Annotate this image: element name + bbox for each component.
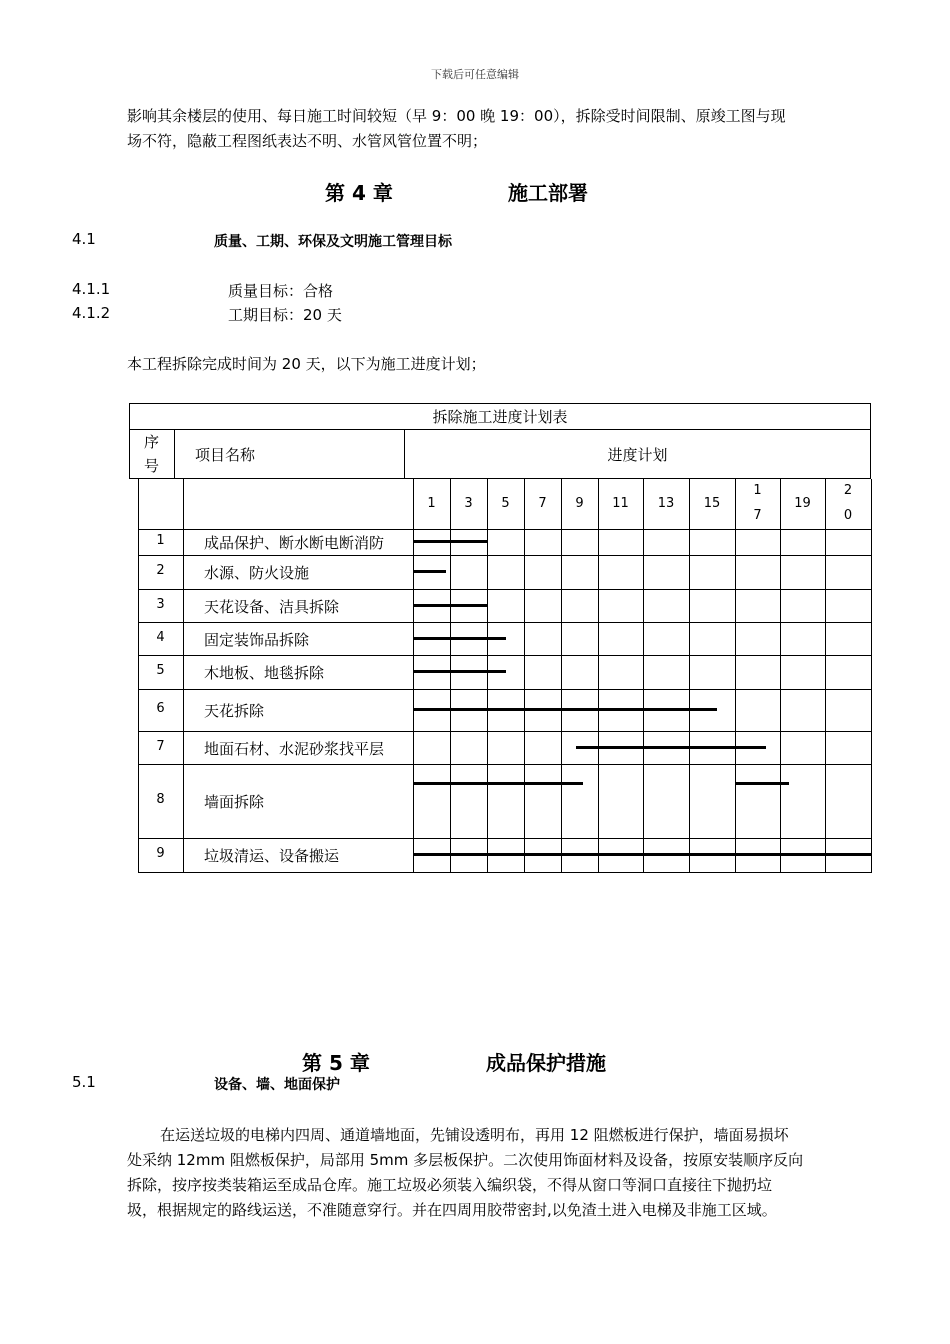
body-line-3: 拆除，按序按类装箱运至成品仓库。施工垃圾必须装入编织袋，不得从窗口等洞口直接往下抛扔垃 [127, 1176, 773, 1194]
item-name-header: 项目名称 [195, 446, 256, 464]
grid-line [561, 479, 562, 873]
task-name: 地面石材、水泥砂浆找平层 [204, 739, 385, 758]
row-number: 5 [156, 663, 165, 678]
grid-line [138, 589, 872, 590]
row-number: 1 [156, 533, 165, 548]
grid-line [138, 622, 872, 623]
seq-header-1: 序 [143, 433, 159, 451]
grid-line [871, 479, 872, 873]
schedule-bar [413, 708, 717, 711]
grid-line [138, 689, 872, 690]
task-name: 天花设备、洁具拆除 [204, 597, 340, 616]
day-label: 5 [501, 496, 510, 511]
grid-line [138, 838, 872, 839]
schedule-intro: 本工程拆除完成时间为 20 天，以下为施工进度计划； [127, 355, 486, 373]
row-number: 2 [156, 563, 165, 578]
grid-line [598, 479, 599, 873]
task-name: 垃圾清运、设备搬运 [204, 847, 340, 865]
task-name: 木地板、地毯拆除 [204, 664, 325, 682]
grid-line [689, 479, 690, 873]
chapter-4-title: 施工部署 [508, 181, 588, 205]
intro-line-1: 影响其余楼层的使用、每日施工时间较短（早 9：00 晚 19：00），拆除受时间限制、原竣工图与现 [127, 107, 786, 125]
schedule-bar [413, 570, 446, 573]
schedule-bar [413, 540, 487, 543]
day-label: 15 [703, 496, 721, 511]
grid-line [138, 555, 872, 556]
progress-plan-header: 进度计划 [607, 446, 668, 464]
day-label: 3 [464, 496, 473, 511]
day-label: 7 [538, 496, 547, 511]
task-name: 天花拆除 [204, 702, 265, 720]
section-5-1-number: 5.1 [72, 1073, 96, 1091]
grid-line [138, 731, 872, 732]
day-label: 7 [753, 508, 762, 523]
duration-target: 工期目标：20 天 [228, 306, 342, 324]
schedule-bar [413, 853, 871, 856]
row-number: 9 [156, 846, 165, 861]
grid-line [138, 872, 872, 873]
section-4-1-number: 4.1 [72, 230, 96, 248]
grid-line [138, 655, 872, 656]
schedule-bar [413, 782, 583, 785]
section-4-1-2-number: 4.1.2 [72, 304, 111, 322]
day-label: 0 [843, 508, 853, 523]
intro-line-2: 场不符，隐蔽工程图纸表达不明、水管风管位置不明； [127, 132, 488, 150]
grid-line [643, 479, 644, 873]
task-name: 成品保护、断水断电断消防 [204, 534, 385, 552]
day-label: 13 [657, 496, 675, 511]
chapter-5-title: 成品保护措施 [486, 1051, 606, 1075]
section-4-1-1-number: 4.1.1 [72, 280, 111, 298]
chapter-5-number: 第 5 章 [302, 1051, 370, 1075]
grid-line [183, 479, 184, 873]
task-name: 墙面拆除 [204, 793, 265, 811]
grid-line [450, 479, 451, 873]
body-line-4: 圾，根据规定的路线运送，不准随意穿行。并在四周用胶带密封,以免渣土进入电梯及非施工区域。 [127, 1201, 777, 1219]
grid-line [524, 479, 525, 873]
body-line-1: 在运送垃圾的电梯内四周、通道墙地面，先铺设透明布，再用 12 阻燃板进行保护，墙面易损坏 [160, 1126, 789, 1144]
grid-line [138, 529, 872, 530]
day-label: 19 [794, 496, 811, 511]
row-number: 7 [156, 738, 165, 754]
section-5-1-title: 设备、墙、地面保护 [214, 1077, 340, 1093]
row-number: 4 [156, 629, 165, 645]
grid-line [780, 479, 781, 873]
seq-header-2: 号 [143, 457, 159, 475]
day-label: 1 [753, 483, 762, 498]
body-line-2: 处采纳 12mm 阻燃板保护，局部用 5mm 多层板保护。二次使用饰面材料及设备，按原安装顺序反向 [127, 1151, 804, 1169]
row-number: 3 [156, 596, 165, 612]
grid-line [138, 764, 872, 765]
task-name: 水源、防火设施 [204, 564, 310, 582]
quality-target: 质量目标：合格 [228, 282, 334, 300]
page-header: 下载后可任意编辑 [431, 68, 519, 81]
section-4-1-title: 质量、工期、环保及文明施工管理目标 [214, 234, 452, 250]
day-label: 11 [612, 496, 629, 511]
task-name: 固定装饰品拆除 [204, 630, 310, 649]
schedule-bar [413, 604, 487, 607]
chapter-4-number: 第 4 章 [325, 181, 393, 205]
schedule-bar [735, 782, 789, 785]
grid-line [413, 479, 414, 873]
row-number: 8 [156, 792, 165, 807]
schedule-bar [413, 637, 506, 640]
schedule-bar [576, 746, 767, 749]
grid-line [825, 479, 826, 873]
day-label: 2 [843, 483, 853, 498]
day-label: 9 [575, 496, 584, 511]
day-label: 1 [427, 496, 436, 511]
schedule-bar [413, 670, 506, 673]
table-title: 拆除施工进度计划表 [432, 408, 568, 426]
row-number: 6 [156, 701, 165, 716]
grid-line [735, 479, 736, 873]
grid-line [487, 479, 488, 873]
